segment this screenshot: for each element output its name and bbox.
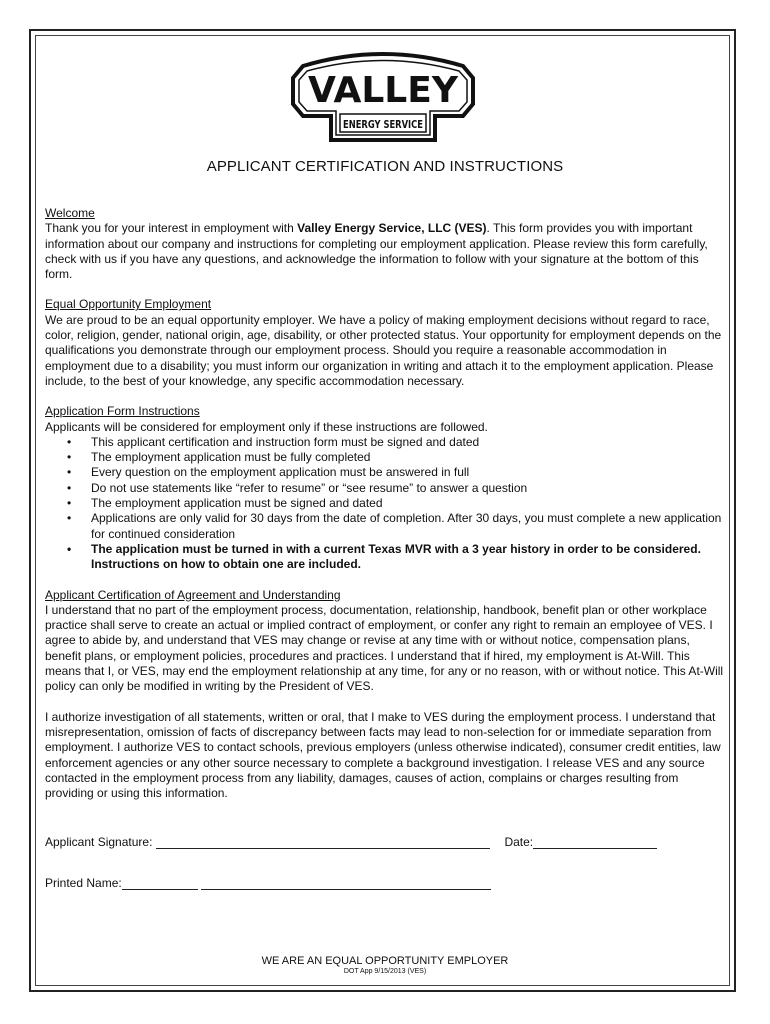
bullet-icon: • xyxy=(67,496,72,511)
document-title: APPLICANT CERTIFICATION AND INSTRUCTIONS xyxy=(206,158,564,175)
footer-form-id: DOT App 9/15/2013 (VES) xyxy=(343,968,427,975)
date-label: Date: xyxy=(504,835,534,849)
printed-name-field-last[interactable] xyxy=(201,877,491,890)
signature-label: Applicant Signature: xyxy=(45,835,153,849)
bullet-icon: • xyxy=(67,480,72,495)
certification-paragraph-1: I understand that no part of the employment process, documentation, relationship, handbook, benefit plan or other workplace practice shall serve to create an actual or implied contract of employment, or confer any right to remain an employee of VES. I agree to abide by, and understand that VES may change or revise at any time with or without notice, compensation plans, benefit plans, or employment policies, procedures and practices. I understand that if hired, my employment is At-Will. This means that I, or VES, may end the employment relationship at any time, for any or no reason, with or without notice. This At-Will policy can only be modified in writing by the President of VES. xyxy=(45,602,724,694)
printed-name-field-first[interactable] xyxy=(122,877,198,890)
bullet-icon: • xyxy=(67,541,72,556)
list-item: • Applications are only valid for 30 days from the date of completion. After 30 days, you must complete a new application for continued consideration xyxy=(67,511,722,541)
list-item: • The employment application must be signed and dated xyxy=(67,496,383,511)
document-body xyxy=(45,206,725,801)
list-item: • Every question on the employment application must be answered in full xyxy=(67,465,470,480)
logo-wordmark: VALLEY xyxy=(308,70,459,111)
footer-eeo-statement: WE ARE AN EQUAL OPPORTUNITY EMPLOYER xyxy=(261,955,509,967)
instructions-heading: Application Form Instructions xyxy=(45,404,200,419)
list-item: • Do not use statements like “refer to resume” or “see resume” to answer a question xyxy=(67,480,528,495)
instructions-list xyxy=(45,435,725,573)
eeo-paragraph: We are proud to be an equal opportunity employer. We have a policy of making employment decisions without regard to race, color, religion, gender, national origin, age, disability, or other protected status. Your opportunity for employment depends on the qualifications you demonstrate through our employment process. Should you require a reasonable accommodation in employment due to a disability; you must inform our organization in writing and attach it to the employment application. Please include, to the best of your knowledge, any specific accommodation necessary. xyxy=(45,312,722,388)
bullet-icon: • xyxy=(67,465,72,480)
list-item-mvr: • The application must be turned in with a current Texas MVR with a 3 year history in order to be considered. Instructions on how to obtain one are included. xyxy=(67,541,701,572)
company-name: Valley Energy Service, LLC (VES) xyxy=(297,221,487,236)
list-item: • The employment application must be fully completed xyxy=(67,450,371,465)
instructions-intro: Applicants will be considered for employment only if these instructions are followed. xyxy=(45,419,488,434)
signature-row xyxy=(45,835,685,849)
list-item: • This applicant certification and instruction form must be signed and dated xyxy=(67,434,480,449)
certification-paragraph-2: I authorize investigation of all statements, written or oral, that I make to VES during the employment process. I understand that misrepresentation, omission of facts of discrepancy between facts may lead to non-selection for or immediate separation from employment. I authorize VES to contact schools, previous employers (unless otherwise indicated), consumer credit entities, law enforcement agencies or any other source necessary to complete a background investigation. I release VES and any source contacted in the employment process from any liability, damages, causes of action, complains or charges resulting from providing or using this information. xyxy=(45,709,721,801)
certification-heading: Applicant Certification of Agreement and Understanding xyxy=(45,587,341,602)
welcome-text-end: . This form provides you with important information about our company and instructions for completing our employment application. Please review this form carefully, check with us if you have any questions, and acknowledge the information to follow with your signature at the bottom of this form. xyxy=(45,221,708,282)
welcome-heading: Welcome xyxy=(45,206,95,220)
bullet-icon: • xyxy=(67,450,72,465)
eeo-heading: Equal Opportunity Employment xyxy=(45,297,212,312)
printed-name-label: Printed Name: xyxy=(45,876,122,890)
company-logo xyxy=(285,48,481,146)
signature-field[interactable] xyxy=(156,836,490,849)
bullet-icon: • xyxy=(67,434,72,449)
bullet-icon: • xyxy=(67,511,72,526)
welcome-paragraph xyxy=(45,221,725,282)
welcome-text-start: Thank you for your interest in employment with xyxy=(45,221,298,236)
date-field[interactable] xyxy=(533,836,657,849)
printed-name-row xyxy=(45,876,491,890)
logo-subtitle: ENERGY SERVICE xyxy=(343,118,423,131)
